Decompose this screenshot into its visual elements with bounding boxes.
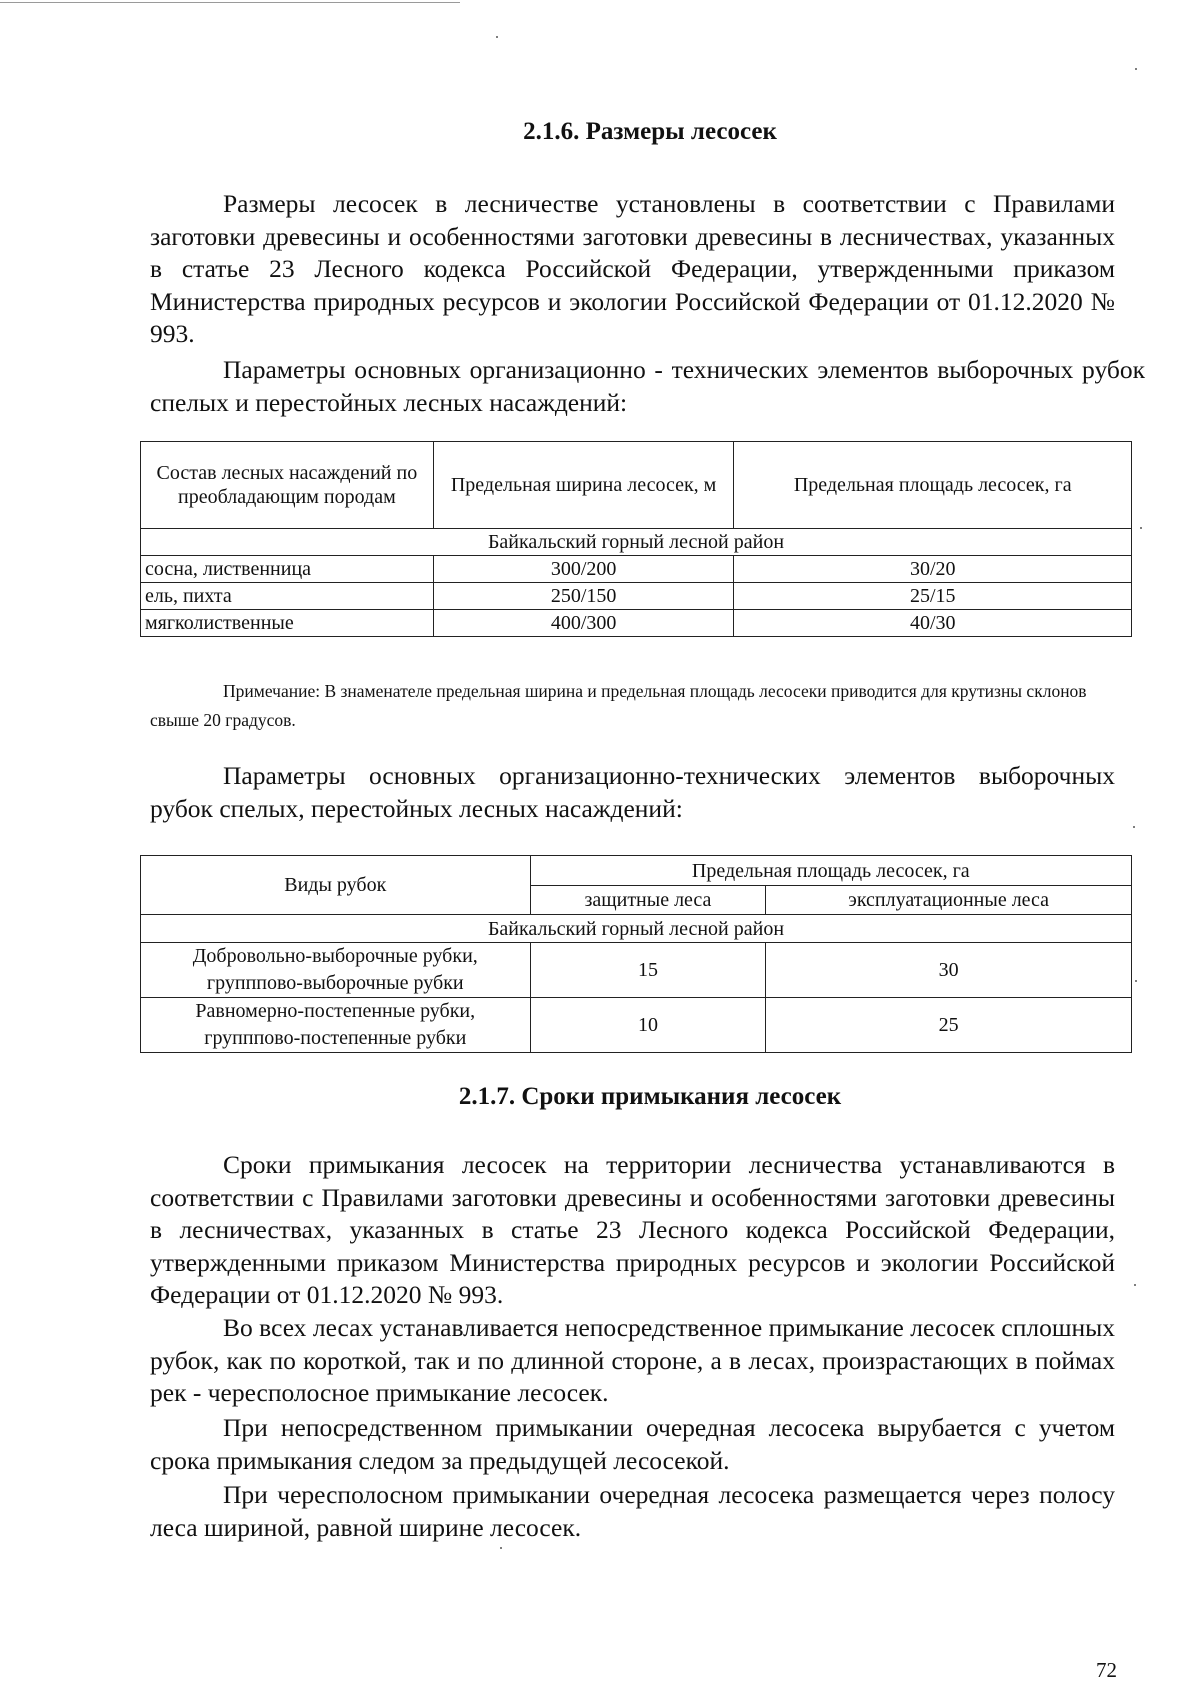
scan-speck (1135, 980, 1137, 982)
cut-type-cell: Добровольно-выборочные рубки, групппово-выборочные рубки (141, 943, 531, 998)
protective-area-cell: 15 (530, 943, 766, 998)
paragraph-lesosek-sizes: Размеры лесосек в лесничестве установлены в соответствии с Правилами заготовки древесины и особенностями заготовки древесины в лесничествах, указанных в статье 23 Лесного кодекса Российской Федерации, утвержденными приказом Министерства природных ресурсов и экологии Российской Федерации от 01.12.2020 № 993. (150, 189, 1115, 348)
table-row (141, 583, 1132, 610)
header-max-width: Предельная ширина лесосек, м (433, 442, 734, 529)
protective-area-cell: 10 (530, 998, 766, 1053)
header-protective-forests: защитные леса (530, 886, 766, 915)
width-cell: 400/300 (433, 610, 734, 637)
header-max-area: Предельная площадь лесосек, га (530, 856, 1131, 886)
species-cell: мягколиственные (141, 610, 434, 637)
exploitation-area-cell: 30 (766, 943, 1132, 998)
paragraph-direct-adjacency: Во всех лесах устанавливается непосредственное примыкание лесосек сплошных рубок, как по короткой, так и по длинной стороне, а в лесах, произрастающих в поймах рек - чересполосное примыкание лесосек. (150, 1313, 1115, 1407)
paragraph-strip-adjacency: При чересполосном примыкании очередная лесосека размещается через полосу леса шириной, равной ширине лесосек. (150, 1480, 1115, 1542)
paragraph-adjacency-terms: Сроки примыкания лесосек на территории лесничества устанавливаются в соответствии с Правилами заготовки древесины и особенностями заготовки древесины в лесничествах, указанных в статье 23 Лесного кодекса Российской Федерации, утвержденными приказом Министерства природных ресурсов и экологии Российской Федерации от 01.12.2020 № 993. (150, 1150, 1115, 1309)
table-cutting-parameters (140, 441, 1132, 637)
table-header-row (141, 442, 1132, 529)
paragraph-table2-intro: Параметры основных организационно-технических элементов выборочных рубок спелых, перестойных лесных насаждений: (150, 761, 1115, 823)
scan-speck (500, 1547, 502, 1549)
table-row (141, 998, 1132, 1053)
paragraph-table1-intro: Параметры основных организационно - технических элементов выборочных рубок спелых и перестойных лесных насаждений: (150, 355, 1145, 417)
area-cell: 40/30 (734, 610, 1132, 637)
table-row (141, 556, 1132, 583)
species-cell: сосна, лиственница (141, 556, 434, 583)
table-header-row (141, 856, 1132, 886)
scan-speck (496, 36, 498, 38)
header-max-area: Предельная площадь лесосек, га (734, 442, 1132, 529)
cut-type-cell: Равномерно-постепенные рубки, групппово-постепенные рубки (141, 998, 531, 1053)
scan-speck (1140, 527, 1142, 529)
section-title-2-1-7: 2.1.7. Сроки примыкания лесосек (458, 1083, 842, 1110)
page-number: 72 (1096, 1658, 1117, 1682)
region-label: Байкальский горный лесной район (141, 915, 1132, 943)
width-cell: 250/150 (433, 583, 734, 610)
table-region-row (141, 915, 1132, 943)
scan-edge-line (0, 2, 460, 3)
section-title-2-1-6: 2.1.6. Размеры лесосек (523, 118, 777, 145)
table-cut-types (140, 855, 1132, 1053)
header-exploitation-forests: эксплуатационные леса (766, 886, 1132, 915)
table-row (141, 943, 1132, 998)
area-cell: 25/15 (734, 583, 1132, 610)
width-cell: 300/200 (433, 556, 734, 583)
table-row (141, 610, 1132, 637)
table-region-row (141, 529, 1132, 556)
scan-speck (1135, 68, 1137, 70)
table-note: Примечание: В знаменателе предельная ширина и предельная площадь лесосеки приводится для крутизны склонов свыше 20 градусов. (150, 681, 1087, 730)
area-cell: 30/20 (734, 556, 1132, 583)
header-composition: Состав лесных насаждений по преобладающим породам (141, 442, 434, 529)
header-cut-types: Виды рубок (141, 856, 531, 915)
species-cell: ель, пихта (141, 583, 434, 610)
region-label: Байкальский горный лесной район (141, 529, 1132, 556)
exploitation-area-cell: 25 (766, 998, 1132, 1053)
paragraph-direct-cutting: При непосредственном примыкании очередная лесосека вырубается с учетом срока примыкания следом за предыдущей лесосекой. (150, 1413, 1115, 1475)
scan-speck (1134, 1284, 1136, 1286)
scan-speck (1133, 826, 1135, 828)
